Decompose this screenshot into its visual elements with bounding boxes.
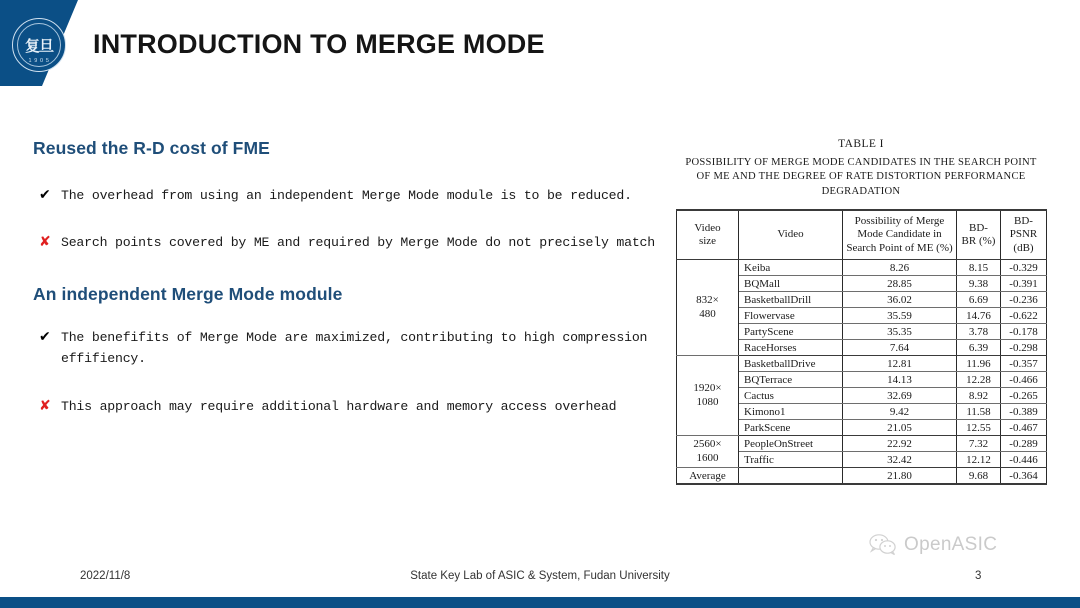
cross-icon: ✘ [39,234,51,251]
table-body [677,260,1047,485]
average-bdbr: 9.68 [957,468,1001,485]
cell-bdbr: 11.58 [957,404,1001,420]
average-bdpsnr: -0.364 [1001,468,1047,485]
col-header-bdbr [957,210,1001,260]
check-icon: ✔ [39,187,51,203]
cell-possibility: 32.69 [843,388,957,404]
table-row-average [677,468,1047,485]
openasic-watermark [868,533,997,557]
cell-bdpsnr: -0.236 [1001,292,1047,308]
bullet-text: The overhead from using an independent Merge Mode module is to be reduced. [61,188,632,203]
wechat-icon [868,533,898,557]
group-size-line: 480 [699,307,716,320]
cell-video: Keiba [739,260,843,276]
watermark-label: OpenASIC [904,534,998,555]
col-header-video [739,210,843,260]
cell-possibility: 9.42 [843,404,957,420]
table-header-row [677,210,1047,260]
col-header-possibility [843,210,957,260]
cell-possibility: 35.59 [843,308,957,324]
group-size-line: 832× [696,294,719,307]
col-header-line: size [698,235,717,247]
average-label: Average [677,468,739,485]
page-title: INTRODUCTION TO MERGE MODE [93,29,545,59]
cell-video: RaceHorses [739,340,843,356]
col-header-line: PSNR (dB) [1009,228,1038,254]
slide-header [0,0,1080,86]
table-caption: POSSIBILITY OF MERGE MODE CANDIDATES IN THE SEARCH POINT OF ME AND THE DEGREE OF RATE DISTORTION PERFORMANCE DEGRADATION [685,157,1037,197]
table-row [677,436,1047,452]
group-size-cell [677,356,739,436]
cell-possibility: 28.85 [843,276,957,292]
cell-bdbr: 12.28 [957,372,1001,388]
average-possibility: 21.80 [843,468,957,485]
cell-bdbr: 7.32 [957,436,1001,452]
bottom-accent-bar [0,597,1080,608]
table-row [677,356,1047,372]
section-heading-2: An independent Merge Mode module [33,283,343,304]
group-size-line: 1600 [696,451,719,464]
col-header-line: Search Point of ME (%) [846,241,953,254]
section-heading-1: Reused the R-D cost of FME [33,138,270,158]
cell-video: Traffic [739,452,843,468]
group-size-line: 1080 [696,395,719,408]
cross-icon: ✘ [39,397,51,414]
page-number: 3 [975,570,982,582]
cell-possibility: 32.42 [843,452,957,468]
cell-video: BQTerrace [739,372,843,388]
group-size-line: 2560× [693,438,722,451]
bullet-item [33,232,663,253]
col-header-line: Video [777,228,804,241]
bullet-text: Search points covered by ME and required by Merge Mode do not precisely match [61,235,655,251]
cell-video: Cactus [739,388,843,404]
cell-possibility: 36.02 [843,292,957,308]
cell-video: PartyScene [739,324,843,340]
col-header-line: BR (%) [961,235,996,247]
footer-affiliation: State Key Lab of ASIC & System, Fudan University [410,570,670,582]
cell-possibility: 7.64 [843,340,957,356]
cell-bdpsnr: -0.467 [1001,420,1047,436]
col-header-line: Possibility of Merge [854,214,945,227]
col-header-line: BD- [969,221,988,234]
cell-possibility: 22.92 [843,436,957,452]
cell-bdpsnr: -0.178 [1001,324,1047,340]
col-header-video-size [677,210,739,260]
cell-bdbr: 8.92 [957,388,1001,404]
cell-possibility: 12.81 [843,356,957,372]
cell-video: Kimono1 [739,404,843,420]
group-size-cell [677,260,739,356]
cell-possibility: 21.05 [843,420,957,436]
cell-video: BQMall [739,276,843,292]
bullet-text: This approach may require additional hardware and memory access overhead [61,398,617,414]
cell-bdpsnr: -0.265 [1001,388,1047,404]
seal-initials: 复旦 [24,36,53,55]
table-number: TABLE I [838,138,884,150]
cell-bdbr: 12.12 [957,452,1001,468]
cell-bdbr: 14.76 [957,308,1001,324]
check-icon: ✔ [39,328,51,345]
content-column [33,138,663,417]
cell-video: BasketballDrill [739,292,843,308]
cell-video: BasketballDrive [739,356,843,372]
results-table [676,209,1047,485]
footer-date: 2022/11/8 [80,570,131,582]
table-row [677,260,1047,276]
cell-bdbr: 9.38 [957,276,1001,292]
col-header-line: Mode Candidate in [857,228,942,241]
bullet-item [33,396,663,417]
col-header-bdpsnr [1001,210,1047,260]
cell-bdpsnr: -0.446 [1001,452,1047,468]
cell-bdbr: 3.78 [957,324,1001,340]
cell-video: ParkScene [739,420,843,436]
col-header-line: BD- [1014,214,1033,227]
cell-bdbr: 8.15 [957,260,1001,276]
cell-video: PeopleOnStreet [739,436,843,452]
bullet-text: The benefifits of Merge Mode are maximized, contributing to high compression effifiency. [61,329,648,367]
group-size-line: 1920× [693,382,722,395]
university-seal-logo [12,18,66,72]
results-table-block [676,138,1046,485]
cell-possibility: 35.35 [843,324,957,340]
cell-bdbr: 12.55 [957,420,1001,436]
seal-year: 1 9 0 5 [28,58,50,64]
bullet-item [33,185,663,206]
cell-bdpsnr: -0.389 [1001,404,1047,420]
average-video [739,468,843,485]
cell-bdpsnr: -0.289 [1001,436,1047,452]
cell-bdbr: 6.69 [957,292,1001,308]
cell-bdpsnr: -0.622 [1001,308,1047,324]
cell-bdpsnr: -0.357 [1001,356,1047,372]
cell-bdbr: 6.39 [957,340,1001,356]
bullet-item [33,327,663,370]
cell-video: Flowervase [739,308,843,324]
cell-bdpsnr: -0.329 [1001,260,1047,276]
cell-bdpsnr: -0.466 [1001,372,1047,388]
cell-possibility: 8.26 [843,260,957,276]
cell-possibility: 14.13 [843,372,957,388]
cell-bdpsnr: -0.298 [1001,340,1047,356]
group-size-cell [677,436,739,468]
col-header-line: Video [694,221,721,234]
cell-bdpsnr: -0.391 [1001,276,1047,292]
cell-bdbr: 11.96 [957,356,1001,372]
